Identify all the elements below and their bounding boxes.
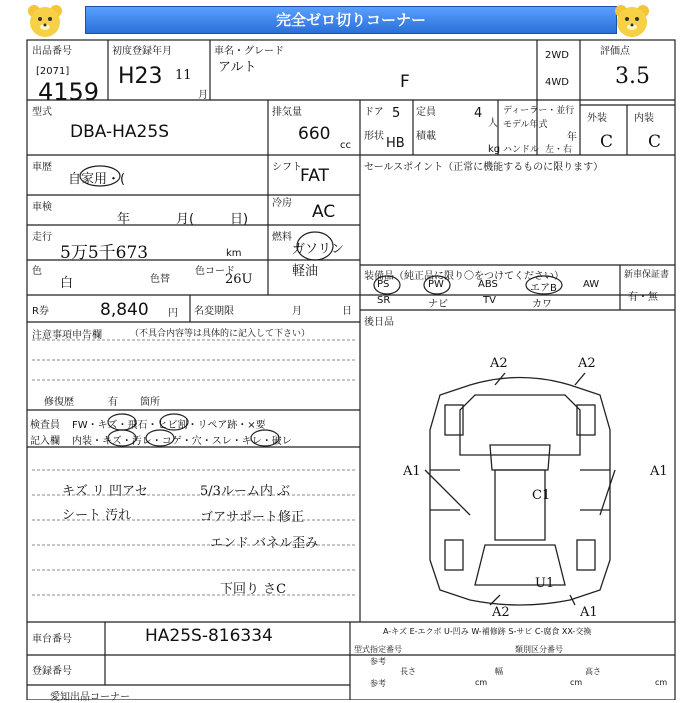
damage-label: A2	[490, 356, 508, 371]
fuel-gas: ガソリン	[292, 242, 345, 257]
damage-label: A2	[578, 356, 596, 371]
name-change-day: 日	[342, 306, 352, 317]
displacement: 660	[298, 124, 331, 144]
disp-unit: cc	[340, 140, 351, 151]
equip-ps: PS	[377, 279, 390, 290]
entry-label: 記入欄	[30, 436, 60, 447]
history-label: 車歴	[32, 162, 52, 173]
hand-note-1: キズ リ 凹アセ	[62, 484, 148, 499]
name-change-month: 月	[292, 306, 302, 317]
reg-label: 初度登録年月	[112, 46, 172, 57]
chassis-label: 車台番号	[32, 634, 72, 645]
color-change-label: 色替	[150, 274, 170, 285]
model-label: 型式	[32, 107, 52, 118]
ac-label: 冷房	[272, 198, 292, 209]
inspection-month: 月(	[176, 212, 195, 227]
repair-label: 修復歴	[44, 397, 74, 408]
model: DBA-HA25S	[70, 122, 169, 142]
model-year-label: モデル年式	[503, 120, 548, 130]
name-label: 車名・グレード	[214, 46, 284, 57]
lot-number: 4159	[38, 78, 100, 106]
sales-label: セールスポイント（正常に機能するものに限ります）	[364, 162, 604, 173]
hand-note-4: ゴアサポート修正	[200, 510, 305, 525]
rear-seat-label: 後日品	[364, 317, 394, 328]
repair-place: 箇所	[140, 397, 160, 408]
width-label: 幅	[495, 667, 503, 676]
drive-2wd: 2WD	[545, 50, 569, 61]
score: 3.5	[615, 64, 650, 89]
fuel-diesel: 軽油	[292, 264, 319, 279]
color-label: 色	[32, 266, 42, 277]
name-change-label: 名変期限	[194, 306, 234, 317]
equip-abs: ABS	[478, 279, 498, 290]
damage-label: C1	[532, 488, 551, 503]
hand-note-3: 5/3ルーム内 ぶ	[200, 484, 291, 499]
hand-note-2: シート 汚れ	[62, 508, 132, 523]
height-label: 高さ	[585, 667, 601, 676]
hand-note-5: エンド バネル歪み	[210, 536, 319, 551]
exterior-label: 外装	[587, 113, 607, 124]
shift-label: シフト	[272, 162, 302, 173]
capacity-unit: 人	[488, 118, 498, 129]
damage-label: A2	[492, 605, 510, 620]
inspection-label: 車検	[32, 202, 52, 213]
mileage-unit: km	[226, 248, 242, 259]
equip-label: 装備品（純正品に限り〇をつけてください）	[364, 271, 564, 282]
shape: HB	[386, 136, 405, 151]
ref-label: 参考	[370, 657, 386, 666]
damage-label: U1	[535, 576, 555, 591]
damage-label: A1	[580, 605, 598, 620]
warranty-label: 新車保証書	[624, 270, 670, 280]
capacity-label: 定員	[416, 107, 436, 118]
equip-airbag: エアB	[530, 283, 557, 294]
shape-label: 形状	[364, 131, 384, 142]
notice-sub: （不具合内容等は具体的に記入して下さい）	[130, 329, 311, 339]
chassis-number: HA25S-816334	[145, 626, 273, 646]
equip-pw: PW	[428, 279, 444, 290]
capacity: 4	[474, 106, 483, 121]
inspector-label: 検査員	[30, 420, 60, 431]
cm-unit: cm	[475, 678, 488, 687]
door-label: ドア	[364, 107, 384, 118]
repair-value: 有	[108, 397, 118, 408]
dealer-label: ディーラー・並行	[503, 106, 575, 116]
color: 白	[60, 276, 74, 291]
cm-unit: cm	[655, 678, 668, 687]
car-name: アルト	[218, 60, 257, 75]
interior-label: 内装	[634, 113, 654, 124]
load-unit: kg	[488, 144, 501, 155]
notice-label: 注意事項申告欄	[32, 330, 102, 341]
year-unit: 年	[567, 132, 577, 143]
spec-label: 型式指定番号	[354, 645, 402, 654]
mileage: 5万5千673	[60, 243, 149, 263]
equip-sr: SR	[377, 295, 391, 306]
disp-label: 排気量	[272, 107, 302, 118]
handle-lr: 左・右	[545, 145, 573, 155]
fuel-label: 燃料	[272, 232, 292, 243]
equip-navi: ナビ	[428, 299, 448, 310]
interior-grade: C	[648, 132, 662, 152]
history: 自家用・(	[68, 172, 126, 187]
length-label: 長さ	[400, 667, 416, 676]
banner-title: 完全ゼロ切りコーナー	[85, 6, 617, 34]
damage-label: A1	[650, 464, 668, 479]
inspection-day: 日)	[230, 212, 249, 227]
plate-label: 登録番号	[32, 666, 72, 677]
inspector-items: FW・キズ・飛石・ヒビ割・リペア跡・×要	[72, 420, 266, 431]
hand-note-6: 下回り さC	[220, 582, 287, 597]
score-label: 評価点	[600, 46, 630, 57]
ref-label: 参考	[370, 679, 386, 688]
reg-month: 11	[175, 68, 192, 83]
damage-label: A1	[403, 464, 421, 479]
load-label: 積載	[416, 131, 436, 142]
class-label: 類別区分番号	[515, 645, 563, 654]
equip-aw: AW	[583, 279, 600, 290]
grade: F	[400, 72, 410, 92]
shift: FAT	[300, 166, 329, 186]
lot-sub: [2071]	[36, 66, 70, 77]
corner-label: 愛知出品コーナー	[50, 692, 130, 703]
color-code: 26U	[225, 272, 253, 287]
lot-label: 出品番号	[32, 46, 72, 57]
ac: AC	[312, 202, 336, 222]
color-code-label: 色コード	[195, 266, 235, 277]
reg-month-unit: 月	[198, 90, 208, 101]
reg-era: H23	[118, 64, 163, 89]
mileage-label: 走行	[32, 232, 52, 243]
cm-unit: cm	[570, 678, 583, 687]
entry-items: 内装・キズ・汚レ・コゲ・穴・スレ・キレ・破レ	[72, 436, 292, 447]
equip-tv: TV	[483, 295, 496, 306]
recycle-label: R券	[32, 306, 49, 317]
recycle-unit: 円	[168, 308, 178, 319]
warranty: 有・無	[628, 292, 658, 303]
drive-4wd: 4WD	[545, 77, 569, 88]
doors: 5	[392, 106, 401, 121]
damage-legend: A-キズ E-エクボ U-凹み W-補修跡 S-サビ C-腐食 XX-交換	[383, 627, 592, 636]
car-damage-diagram	[425, 373, 615, 605]
recycle: 8,840	[100, 300, 149, 320]
handle-label: ハンドル	[503, 145, 540, 155]
equip-leather: カワ	[532, 299, 552, 310]
inspection-year: 年	[117, 212, 131, 227]
exterior-grade: C	[600, 132, 614, 152]
